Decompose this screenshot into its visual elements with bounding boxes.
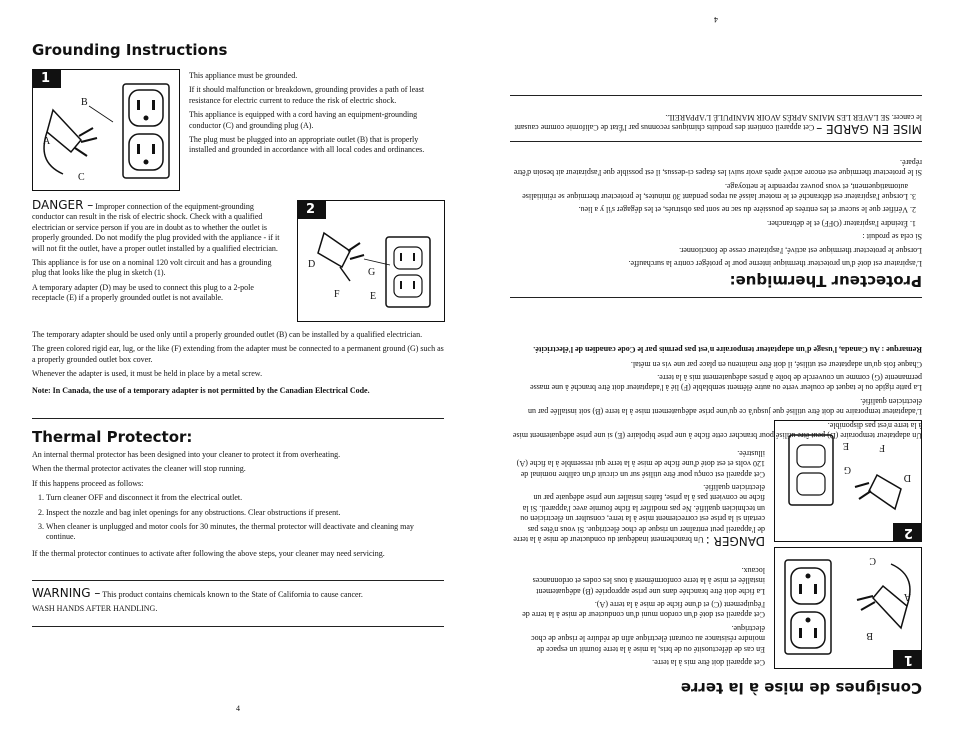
thermal-step: 2. Inspect the nozzle and bag inlet openings for any obstructions. Clear obstructions if present. <box>46 508 444 518</box>
thermal-p4: If the thermal protector continues to activate after following the above steps, your cleaner may need servicing. <box>32 548 385 558</box>
right-page-inverted <box>477 0 954 738</box>
thermal-p3: If this happens proceed as follows: <box>32 478 144 488</box>
figure-2-label-f: F <box>334 289 340 300</box>
consignes-p8: La patte rigide ou le taquet de couleur verte ou autre élément semblable (F) lié à l'adaptateur doit être branché à une masse permanente (G) comme un couvercle de boîte à prises adéquatement mis à la terre. <box>530 372 922 393</box>
grounding-p2: If it should malfunction or breakdown, grounding provides a path of least resistance for electric current to reduce the risk of electric shock. <box>189 85 425 105</box>
fr-divider-2 <box>510 141 922 142</box>
figure-2-fr-label-f: F <box>879 442 885 453</box>
thermal-p1: An internal thermal protector has been designed into your cleaner to protect it from overheating. <box>32 450 341 459</box>
section-divider-1 <box>32 418 444 419</box>
wash-hands-fr-text: SE LAVER LES MAINS APRÈS AVOIR MANIPULÉ L'APPAREIL. <box>665 112 890 122</box>
warning-fr-heading: MISE EN GARDE – <box>816 122 922 136</box>
figure-1-fr-label-c: C <box>869 555 876 566</box>
thermal-fr-step: 1. Éteindre l'aspirateur (OFF) et le débrancher. <box>510 217 908 227</box>
figure-2-label-d: D <box>308 259 316 270</box>
figure-2-fr-badge: 2 <box>893 523 921 541</box>
wash-hands-text: WASH HANDS AFTER HANDLING. <box>32 604 158 614</box>
fr-divider-1 <box>510 297 922 298</box>
figure-1-fr-badge: 1 <box>893 650 921 668</box>
danger-fr-text: Un branchement inadéquat du conducteur de mise à la terre de l'appareil peut entraîner un risque de choc électrique. Si vous n'êtes pas certain si la prise est correctement mise à la terre, consulter un électricien ou un technicien qualifié. Ne pas modifier la fiche fournie avec l'appareil. Si la fiche ne convient pas à la prise, faites installer une prise adéquate par un électricien qualifié. <box>513 482 765 544</box>
consignes-p9: Chaque fois qu'un adaptateur est utilisé, il doit être maintenu en place par une vis en métal. <box>630 359 922 369</box>
figure-2-fr-label-g: G <box>843 464 851 475</box>
figure-2-label-e: E <box>370 291 377 302</box>
thermal-step: 3. When cleaner is unplugged and motor cools for 30 minutes, the thermal protector will deactivate and cleaning may continue. <box>46 522 444 543</box>
grounding-text-block <box>189 71 443 156</box>
grounding-p8: The green colored rigid ear, lug, or the like (F) extending from the adapter must be connected to a permanent ground (G) such as a properly grounded outlet box cover. <box>32 344 444 364</box>
thermal-fr-steps <box>510 180 922 228</box>
warning-block <box>32 588 444 615</box>
figure-1-grounded-plug <box>32 69 180 191</box>
warning-heading: WARNING – <box>32 586 101 600</box>
danger-block <box>32 200 286 304</box>
figure-1-badge: 1 <box>33 70 61 88</box>
warning-fr-block <box>510 111 922 134</box>
figure-1-label-c: C <box>78 172 85 183</box>
figure-2-label-g: G <box>368 267 376 278</box>
grounding-p5: This appliance is for use on a nominal 120 volt circuit and has a grounding plug that looks like the plug in sketch (1). <box>32 258 272 278</box>
canada-note: Note: In Canada, the use of a temporary adapter is not permitted by the Canadian Electrical Code. <box>32 385 370 395</box>
thermal-text-block <box>32 450 444 559</box>
grounding-lower-text <box>32 330 444 396</box>
thermal-fr-title: Protecteur Thermique: <box>729 272 922 290</box>
page-number-right: 4 <box>714 15 718 24</box>
figure-1-label-b: B <box>81 97 88 108</box>
grounding-p9: Whenever the adapter is used, it must be held in place by a metal screw. <box>32 369 263 379</box>
figure-2-adapter <box>297 200 445 322</box>
consignes-title: Consignes de mise à la terre <box>680 679 922 697</box>
consignes-p2: En cas de défectuosité ou de bris, la mise à la terre fournit un espace de moindre résistance au courant électrique afin de réduire le risque de choc électrique. <box>531 623 765 654</box>
grounding-p1: This appliance must be grounded. <box>189 71 298 80</box>
thermal-fr-p1: L'aspirateur est doté d'un protecteur thermique interne pour le protéger contre la surchauffe. <box>628 259 922 268</box>
danger-fr-block <box>511 447 765 546</box>
consignes-p5: Cet appareil est conçu pour être utilisé sur un circuit d'un calibre nominal de 120 volts et est doté d'une fiche de mise à la terre qui ressemble à la fiche (A) illustrée. <box>516 448 765 479</box>
consignes-p4: La fiche doit être branchée dans une prise appropriée (B) adéquatement installée et mise à la terre conformément à tous les codes et ordonnances locaux. <box>532 565 765 596</box>
grounding-title: Grounding Instructions <box>32 41 228 59</box>
grounding-p3: This appliance is equipped with a cord having an equipment-grounding conductor (C) and grounding plug (A). <box>189 110 418 130</box>
grounding-p4: The plug must be plugged into an appropriate outlet (B) that is properly installed and grounded in accordance with all local codes and ordinances. <box>189 135 425 155</box>
warning-text: This product contains chemicals known to the State of California to cause cancer. <box>102 590 363 599</box>
thermal-step: 1. Turn cleaner OFF and disconnect it from the electrical outlet. <box>46 493 444 503</box>
thermal-fr-text-block <box>510 156 922 268</box>
figure-2-badge: 2 <box>298 201 326 219</box>
grounded-plug-outlet-illustration <box>33 70 179 190</box>
consignes-p6: Un adaptateur temporaire (D) peut être utilisé pour brancher cette fiche à une prise bipolaire (E) si une prise adéquatement mise à la terre n'est pas disponible. <box>512 420 922 440</box>
consignes-lower-text <box>510 344 922 440</box>
thermal-fr-p3: Si cela se produit : <box>862 232 922 242</box>
danger-fr-heading: DANGER : <box>705 534 765 548</box>
consignes-p7: L'adaptateur temporaire ne doit être utilisé que jusqu'à ce qu'une prise adéquatement mise à la terre (B) soit installée par un électricien qualifié. <box>528 396 922 417</box>
grounding-p7: The temporary adapter should be used only until a properly grounded outlet (B) can be installed by a qualified electrician. <box>32 330 423 339</box>
warning-fr-text: Cet appareil contient des produits chimiques reconnus par l'État de Californie comme causant le cancer. <box>514 112 922 132</box>
canada-note-fr: Remarque : Au Canada, l'usage d'un adaptateur temporaire n'est pas permis par le Code canadien de l'électricité. <box>533 345 922 355</box>
thermal-p2: When the thermal protector activates the cleaner will stop running. <box>32 464 246 474</box>
thermal-fr-p2: Lorsque le protecteur thermique est activé, l'aspirateur cesse de fonctionner. <box>679 245 922 255</box>
danger-text: Improper connection of the equipment-grounding conductor can result in the risk of electric shock. Check with a qualified electrician or service person if you are in doubt as to whether the outlet is properly grounded. Do not modify the plug provided with the appliance - if it will not fit the outlet, have a proper outlet installed by a qualified electrician. <box>32 202 280 253</box>
thermal-fr-step: 2. Vérifier que le suceur et les entrées de poussière du sac ne sont pas obstrués, et les dégager s'il y a lieu. <box>510 204 908 214</box>
figure-2-fr-label-e: E <box>842 440 849 451</box>
thermal-steps <box>32 493 444 543</box>
section-divider-2 <box>32 580 444 581</box>
adapter-outlet-illustration <box>298 201 444 321</box>
consignes-p3: Cet appareil est doté d'un cordon muni d'un conducteur de mise à la terre de l'équipement (C) et d'une fiche de mise à la terre (A). <box>522 599 765 620</box>
consignes-p1: Cet appareil doit être mis à la terre. <box>652 658 765 667</box>
page-number-left: 4 <box>236 704 240 713</box>
figure-2-fr-label-d: D <box>903 472 911 483</box>
section-divider-3 <box>32 626 444 627</box>
figure-1-fr <box>774 547 922 669</box>
figure-1-fr-label-a: A <box>903 591 911 602</box>
figure-1-fr-label-b: B <box>866 630 873 641</box>
figure-1-label-a: A <box>43 136 51 147</box>
thermal-fr-p4: Si le protecteur thermique est encore activé après avoir suivi les étapes ci-dessus, il est possible que l'aspirateur ait besoin d'être réparé. <box>513 157 922 178</box>
grounding-p6: A temporary adapter (D) may be used to connect this plug to a 2-pole receptacle (E) if a properly grounded outlet is not available. <box>32 282 254 303</box>
thermal-fr-step: 3. Lorsque l'aspirateur est débranché et le moteur laissé au repos pendant 30 minutes, le protecteur thermique se réinitialise automatiquement, et vous pouvez reprendre le nettoyage. <box>510 180 908 201</box>
thermal-title: Thermal Protector: <box>32 428 193 446</box>
fr-divider-3 <box>510 95 922 96</box>
danger-heading: DANGER – <box>32 198 94 212</box>
consignes-text-block <box>511 564 765 667</box>
